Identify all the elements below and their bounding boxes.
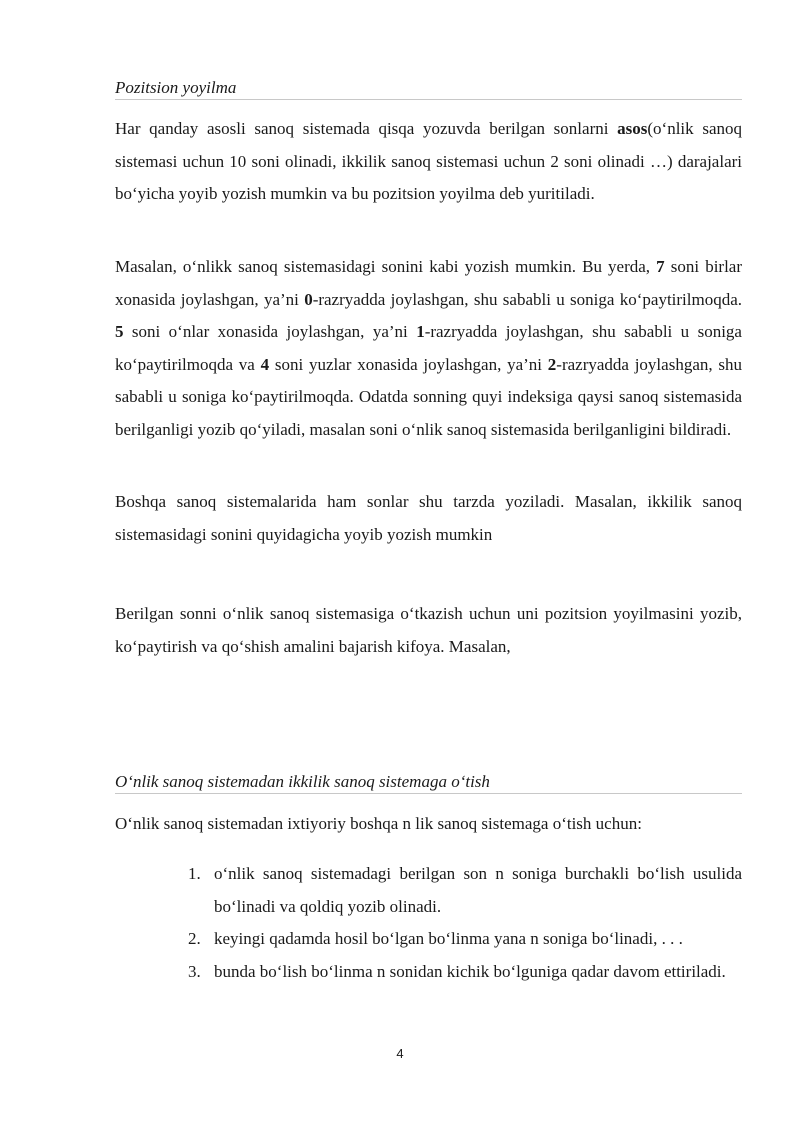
- bold-term: asos: [617, 119, 648, 138]
- page-number: 4: [396, 1046, 404, 1061]
- list-item-text: keyingi qadamda hosil bo‘lgan bo‘linma yana n soniga bo‘linadi, . . .: [214, 929, 683, 948]
- list-item: [188, 923, 742, 956]
- list-number: 2.: [188, 929, 201, 948]
- paragraph-conversion-note: Berilgan sonni o‘nlik sanoq sistemasiga o‘tkazish uchun uni pozitsion yoyilmasini yozib, ko‘paytirish va qo‘shish amalini bajarish kifoya. Masalan,: [115, 604, 742, 656]
- bold-digit: 5: [115, 322, 124, 341]
- paragraph-binary-example: Boshqa sanoq sistemalarida ham sonlar shu tarzda yoziladi. Masalan, ikkilik sanoq sistemasidagi sonini quyidagicha yoyib yozish mumkin: [115, 492, 742, 544]
- text-run: Har qanday asosli sanoq sistemada qisqa yozuvda berilgan sonlarni: [115, 119, 618, 138]
- bold-digit: 7: [656, 257, 665, 276]
- text-run: soni o‘nlar xonasida joylashgan, ya’ni: [123, 322, 417, 341]
- text-run: soni yuzlar xonasida joylashgan, ya’ni: [269, 354, 548, 374]
- list-item: [188, 956, 742, 989]
- text-run: -razryadda joylashgan, shu sababli u soniga ko‘paytirilmoqda.: [312, 289, 743, 309]
- text-run: -razryadda joylashgan, shu sababli u soniga ko‘paytirilmoqda va: [115, 322, 742, 374]
- paragraph-decimal-example: [115, 251, 742, 446]
- section-heading-positional-expansion: Pozitsion yoyilma: [115, 78, 742, 100]
- list-number: 3.: [188, 961, 201, 981]
- paragraph-definition: [115, 113, 742, 211]
- text-run: (o‘nlik sanoq sistemasi uchun 10 soni olinadi, ikkilik sanoq sistemasi uchun 2 soni olinadi …) darajalari bo‘yicha yoyib yozish mumkin va bu pozitsion yoyilma deb yuritiladi.: [115, 119, 742, 203]
- conversion-steps-list: [188, 858, 742, 988]
- bold-digit: 0: [304, 289, 313, 309]
- list-number: 1.: [188, 864, 201, 883]
- list-item-text: bunda bo‘lish bo‘linma n sonidan kichik bo‘lguniga qadar davom ettiriladi.: [214, 961, 726, 981]
- text-run: -razryadda joylashgan, shu sababli u soniga ko‘paytirilmoqda. Odatda sonning quyi indeksiga qaysi sanoq sistemasida berilganligi yozib qo‘yiladi, masalan soni o‘nlik sanoq sistemasida berilganligini bildiradi.: [115, 354, 742, 439]
- paragraph-conversion-intro: O‘nlik sanoq sistemadan ixtiyoriy boshqa n lik sanoq sistemaga o‘tish uchun:: [115, 814, 642, 833]
- list-item: [188, 858, 742, 923]
- text-run: soni birlar xonasida joylashgan, ya’ni: [115, 257, 743, 309]
- bold-digit: 1: [416, 322, 425, 341]
- text-run: Masalan, o‘nlikk sanoq sistemasidagi sonini kabi yozish mumkin. Bu yerda,: [115, 257, 657, 276]
- bold-digit: 2: [547, 354, 557, 374]
- section-heading-decimal-to-binary: O‘nlik sanoq sistemadan ikkilik sanoq sistemaga o‘tish: [115, 772, 742, 794]
- list-item-text: o‘nlik sanoq sistemadagi berilgan son n soniga burchakli bo‘lish usulida bo‘linadi va qoldiq yozib olinadi.: [214, 864, 742, 916]
- bold-digit: 4: [260, 354, 270, 374]
